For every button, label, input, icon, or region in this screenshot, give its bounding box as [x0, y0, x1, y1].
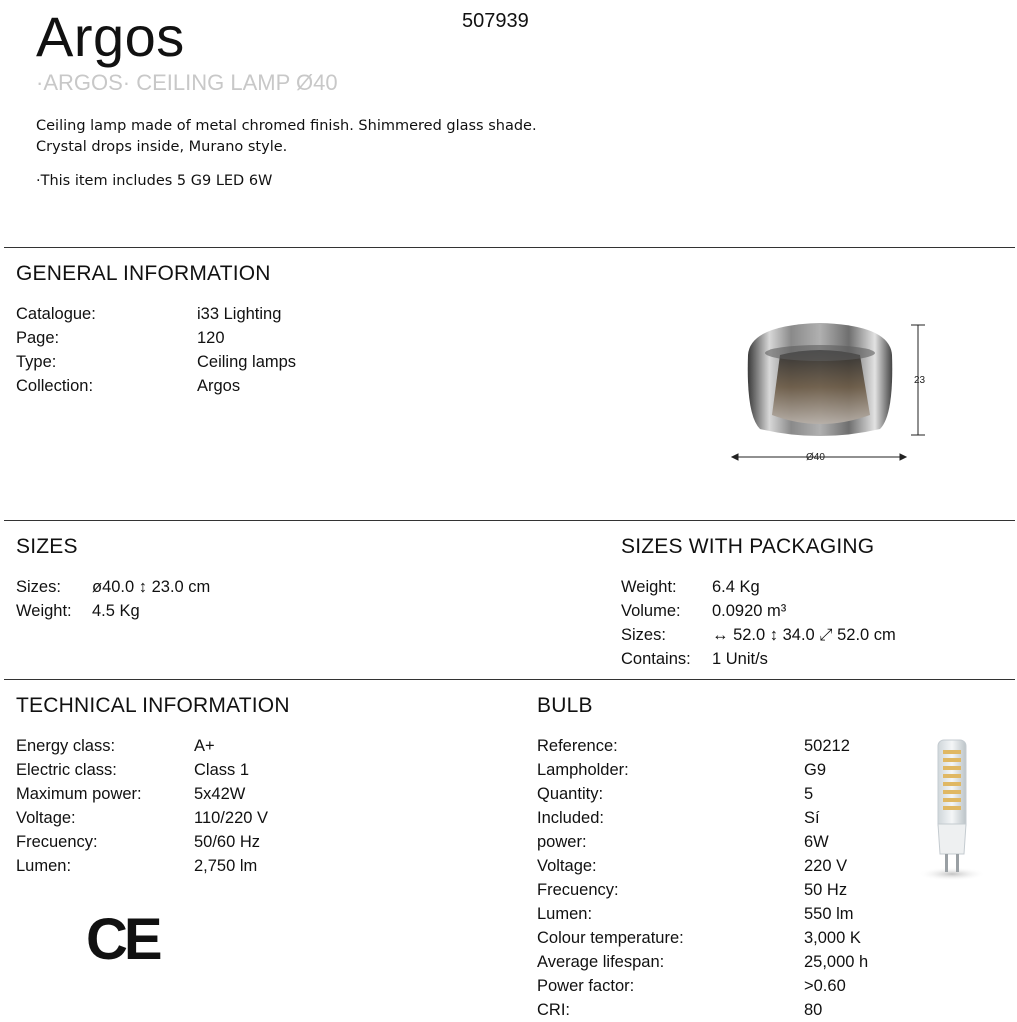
table-row	[537, 854, 868, 878]
row-label: Page:	[16, 328, 60, 347]
table-row	[16, 350, 296, 374]
row-value: i33 Lighting	[197, 304, 282, 323]
row-value: G9	[804, 760, 827, 779]
table-row	[621, 575, 896, 599]
technical-table	[16, 734, 268, 878]
height-label: 23	[914, 375, 926, 386]
row-value: 50212	[804, 736, 850, 755]
row-label: Volume:	[621, 601, 681, 620]
sizes-table	[16, 575, 210, 623]
row-value: 5x42W	[194, 784, 246, 803]
width-label: Ø40	[806, 452, 825, 463]
general-heading: GENERAL INFORMATION	[16, 262, 271, 285]
row-value: 120	[197, 328, 225, 347]
row-label: Voltage:	[16, 808, 76, 827]
table-row	[16, 374, 296, 398]
section-divider	[4, 679, 1015, 680]
table-row	[537, 782, 868, 806]
row-value: 6W	[804, 832, 829, 851]
table-row	[537, 974, 868, 998]
table-row	[537, 950, 868, 974]
table-row	[16, 734, 268, 758]
row-value: Sí	[804, 808, 820, 827]
row-value: 2,750 lm	[194, 856, 258, 875]
section-divider	[4, 520, 1015, 521]
product-subtitle: ·ARGOS· CEILING LAMP Ø40	[36, 70, 338, 95]
row-label: Reference:	[537, 736, 618, 755]
row-value: A+	[194, 736, 215, 755]
product-reference: 507939	[462, 10, 529, 32]
table-row	[537, 926, 868, 950]
bulb-image	[912, 736, 992, 884]
row-value: Argos	[197, 376, 241, 395]
row-label: Lumen:	[537, 904, 593, 923]
row-label: Lumen:	[16, 856, 72, 875]
technical-heading: TECHNICAL INFORMATION	[16, 694, 290, 717]
row-label: Contains:	[621, 649, 691, 668]
row-value: Class 1	[194, 760, 250, 779]
row-value: ø40.0 ↕ 23.0 cm	[92, 577, 211, 596]
table-row	[537, 902, 868, 926]
row-label: Maximum power:	[16, 784, 142, 803]
row-value: >0.60	[804, 976, 846, 995]
row-label: Average lifespan:	[537, 952, 665, 971]
table-row	[16, 599, 210, 623]
section-divider	[4, 247, 1015, 248]
bulb-table	[537, 734, 868, 1022]
row-label: Energy class:	[16, 736, 116, 755]
table-row	[537, 734, 868, 758]
row-value: 0.0920 m³	[712, 601, 787, 620]
row-value: ↔ 52.0 ↕ 34.0 ⤢ 52.0 cm	[712, 625, 896, 644]
row-value: 110/220 V	[194, 808, 269, 827]
row-value: 1 Unit/s	[712, 649, 768, 668]
row-label: Type:	[16, 352, 57, 371]
description-line: Crystal drops inside, Murano style.	[36, 139, 288, 155]
row-value: 5	[804, 784, 814, 803]
row-value: 80	[804, 1000, 823, 1019]
sizes-heading: SIZES	[16, 535, 78, 558]
row-label: Electric class:	[16, 760, 117, 779]
table-row	[16, 782, 268, 806]
table-row	[16, 758, 268, 782]
row-label: Frecuency:	[537, 880, 619, 899]
row-label: Sizes:	[621, 625, 666, 644]
product-note: ·This item includes 5 G9 LED 6W	[36, 173, 273, 189]
lamp-image	[720, 315, 935, 470]
row-label: Weight:	[16, 601, 72, 620]
bulb-heading: BULB	[537, 694, 593, 717]
general-table	[16, 302, 296, 398]
product-title: Argos	[36, 5, 185, 68]
table-row	[621, 599, 896, 623]
row-label: Frecuency:	[16, 832, 98, 851]
ce-mark: CE	[86, 907, 159, 972]
row-label: Weight:	[621, 577, 677, 596]
row-label: Catalogue:	[16, 304, 96, 323]
row-label: Lampholder:	[537, 760, 629, 779]
table-row	[537, 806, 868, 830]
table-row	[621, 623, 896, 647]
row-value: 50/60 Hz	[194, 832, 261, 851]
table-row	[16, 806, 268, 830]
row-value: 50 Hz	[804, 880, 848, 899]
row-label: Included:	[537, 808, 604, 827]
table-row	[537, 830, 868, 854]
row-label: CRI:	[537, 1000, 570, 1019]
row-value: 550 lm	[804, 904, 854, 923]
table-row	[537, 878, 868, 902]
lamp-body	[748, 323, 893, 436]
table-row	[537, 998, 868, 1022]
row-label: Power factor:	[537, 976, 635, 995]
table-row	[16, 326, 296, 350]
description-line: Ceiling lamp made of metal chromed finish. Shimmered glass shade.	[36, 118, 537, 134]
packaging-table	[621, 575, 896, 671]
row-label: Colour temperature:	[537, 928, 684, 947]
row-value: Ceiling lamps	[197, 352, 297, 371]
row-value: 4.5 Kg	[92, 601, 140, 620]
row-label: Sizes:	[16, 577, 61, 596]
row-label: power:	[537, 832, 587, 851]
table-row	[16, 854, 268, 878]
row-value: 3,000 K	[804, 928, 861, 947]
product-description	[36, 116, 537, 158]
row-value: 220 V	[804, 856, 848, 875]
table-row	[537, 758, 868, 782]
row-label: Voltage:	[537, 856, 597, 875]
table-row	[16, 830, 268, 854]
table-row	[16, 575, 210, 599]
row-label: Quantity:	[537, 784, 604, 803]
table-row	[16, 302, 296, 326]
row-value: 6.4 Kg	[712, 577, 760, 596]
table-row	[621, 647, 896, 671]
row-value: 25,000 h	[804, 952, 869, 971]
row-label: Collection:	[16, 376, 94, 395]
packaging-heading: SIZES WITH PACKAGING	[621, 535, 875, 558]
